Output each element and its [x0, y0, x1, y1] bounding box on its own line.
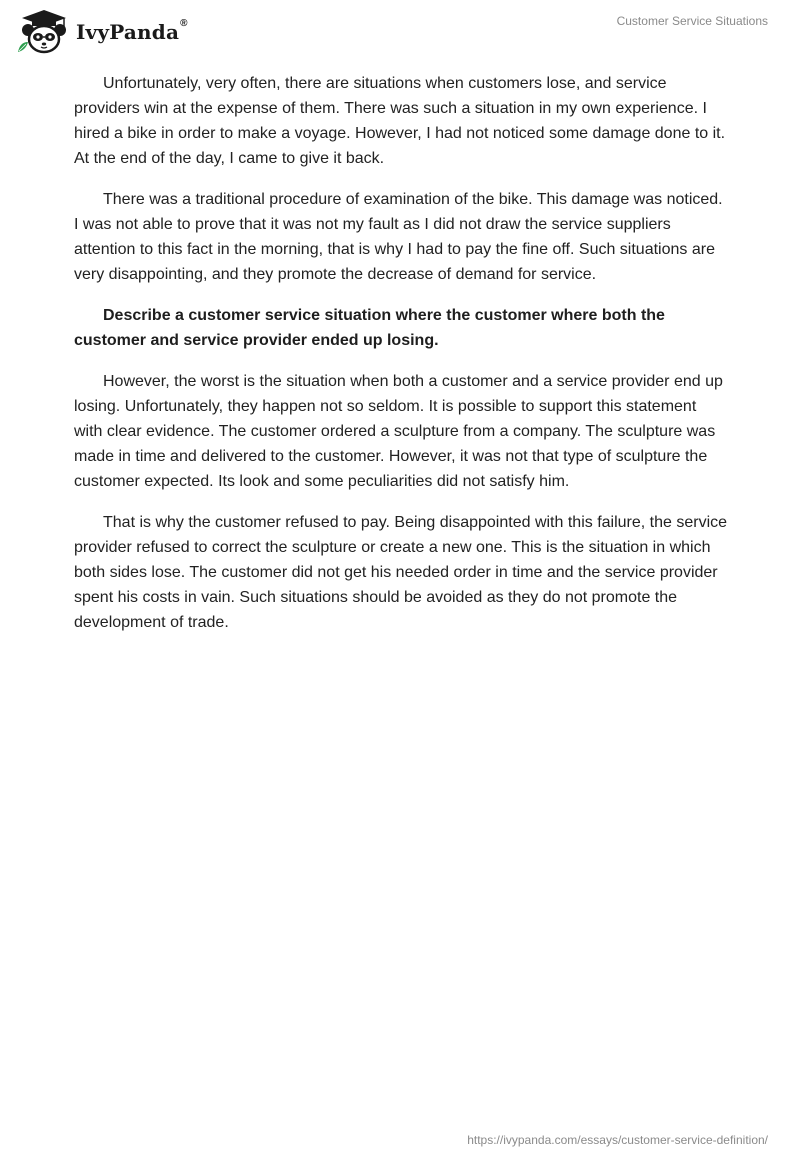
page-header	[0, 0, 800, 64]
source-url[interactable]: https://ivypanda.com/essays/customer-service-definition/	[467, 1133, 768, 1147]
essay-body	[74, 71, 728, 651]
ivypanda-logo[interactable]	[14, 8, 194, 58]
paragraph: However, the worst is the situation when both a customer and a service provider end up losing. Unfortunately, they happen not so seldom. It is possible to support this statement with clear evidence. The customer ordered a sculpture from a company. The sculpture was made in time and delivered to the customer. However, it was not that type of sculpture the customer expected. Its look and some peculiarities did not satisfy him.	[74, 373, 723, 490]
section-heading: Describe a customer service situation where the customer where both the customer and service provider ended up losing.	[74, 307, 665, 349]
logo-wordmark: IvyPanda®	[76, 18, 188, 44]
paragraph: Unfortunately, very often, there are situations when customers lose, and service providers win at the expense of them. There was such a situation in my own experience. I hired a bike in order to make a voyage. However, I had not noticed some damage done to it. At the end of the day, I came to give it back.	[74, 75, 726, 167]
paragraph: That is why the customer refused to pay. Being disappointed with this failure, the service provider refused to correct the sculpture or create a new one. This is the situation in which both sides lose. The customer did not get his needed order in time and the service provider spent his costs in vain. Such situations should be avoided as they do not promote the development of trade.	[74, 514, 728, 631]
panda-graduate-icon	[14, 8, 74, 56]
paragraph: There was a traditional procedure of examination of the bike. This damage was noticed. I was not able to prove that it was not my fault as I did not draw the service suppliers attention to this fact in the morning, that is why I had to pay the fine off. Such situations are very disappointing, and they promote the decrease of demand for service.	[74, 191, 723, 283]
document-title: Customer Service Situations	[616, 14, 768, 28]
